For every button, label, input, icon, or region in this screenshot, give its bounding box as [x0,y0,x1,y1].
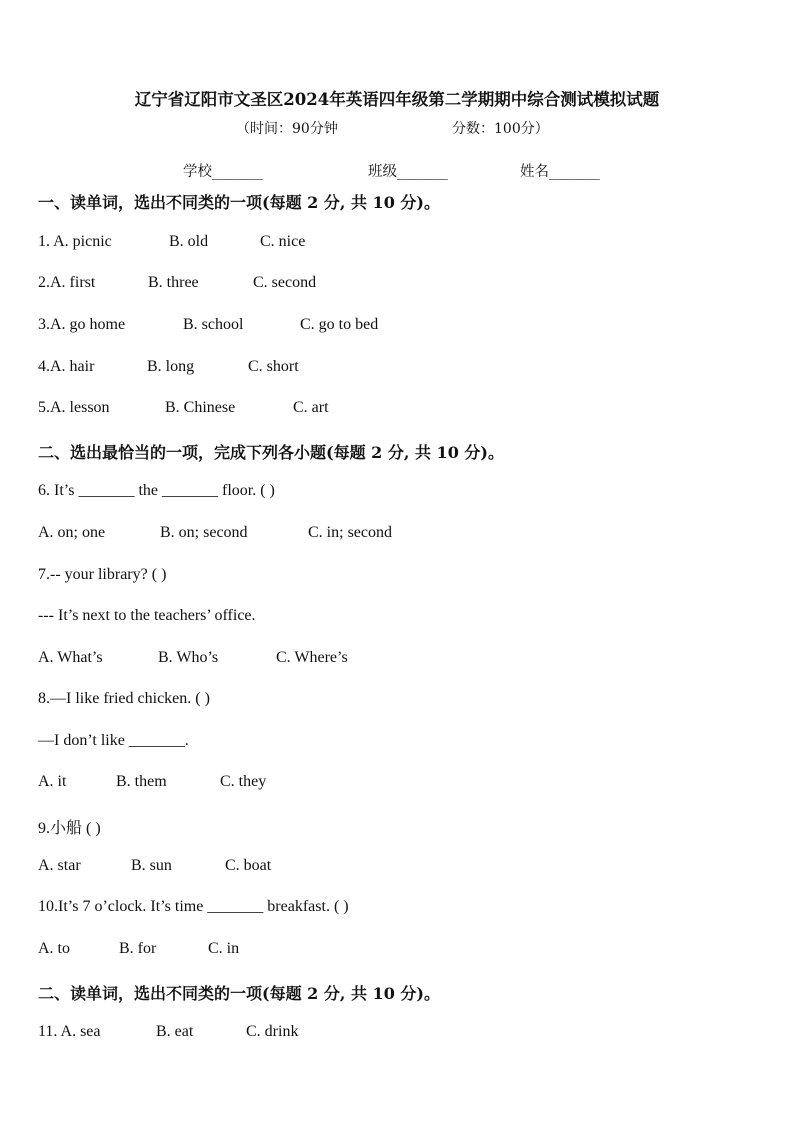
q3-option-a: 3.A. go home [38,316,126,333]
exam-score: 分数：100分） [452,121,549,137]
question-11 [38,1023,299,1041]
q7-option-c: C. Where’s [276,649,348,666]
q8-option-b: B. them [116,773,167,790]
q10-option-b: B. for [119,940,157,957]
question-6-options [38,524,392,542]
question-4 [38,358,299,376]
q10-option-a: A. to [38,940,70,957]
q1-option-c: C. nice [260,233,306,250]
section-1-heading: 一、读单词，选出不同类的一项(每题 2 分, 共 10 分)。 [38,193,440,212]
question-6-stem: 6. It’s _______ the _______ floor. ( ) [38,482,275,499]
section-3-heading: 二、读单词，选出不同类的一项(每题 2 分, 共 10 分)。 [38,984,440,1003]
q2-option-a: 2.A. first [38,274,96,291]
q1-option-a: 1. A. picnic [38,233,112,250]
q6-option-a: A. on; one [38,524,106,541]
q11-option-b: B. eat [156,1023,194,1040]
q4-option-a: 4.A. hair [38,358,95,375]
question-9-options [38,857,272,875]
q7-option-a: A. What’s [38,649,103,666]
question-8-options [38,773,267,791]
q9-option-c: C. boat [225,857,272,874]
question-5 [38,399,329,417]
q2-option-c: C. second [253,274,317,291]
q2-option-b: B. three [148,274,199,291]
class-field: 班级_______ [368,164,448,180]
question-10-stem: 10.It’s 7 o’clock. It’s time _______ breakfast. ( ) [38,898,349,915]
q4-option-c: C. short [248,358,299,375]
question-10-options [38,940,240,958]
question-9-stem: 9.小船 ( ) [38,820,101,837]
question-7-stem: 7.-- your library? ( ) [38,566,167,583]
question-7-options [38,649,348,667]
q5-option-a: 5.A. lesson [38,399,110,416]
q8-option-c: C. they [220,773,267,790]
q1-option-b: B. old [169,233,209,250]
question-2 [38,274,317,292]
question-1 [38,233,306,251]
name-field: 姓名_______ [520,164,600,180]
question-3 [38,316,379,334]
exam-time: （时间：90分钟 [236,121,338,137]
q9-option-a: A. star [38,857,81,874]
q9-option-b: B. sun [131,857,172,874]
question-8-reply: —I don’t like _______. [38,732,189,749]
q6-option-c: C. in; second [308,524,392,541]
q11-option-a: 11. A. sea [38,1023,101,1040]
question-7-reply: --- It’s next to the teachers’ office. [38,607,256,624]
exam-title: 辽宁省辽阳市文圣区2024年英语四年级第二学期期中综合测试模拟试题 [134,90,660,109]
q4-option-b: B. long [147,358,195,375]
q7-option-b: B. Who’s [158,649,219,666]
q3-option-b: B. school [183,316,244,333]
q6-option-b: B. on; second [160,524,248,541]
question-8-stem: 8.—I like fried chicken. ( ) [38,690,210,707]
section-2-heading: 二、选出最恰当的一项，完成下列各小题(每题 2 分, 共 10 分)。 [38,443,504,462]
q3-option-c: C. go to bed [300,316,379,333]
q5-option-c: C. art [293,399,329,416]
school-field: 学校_______ [183,164,263,180]
q5-option-b: B. Chinese [165,399,236,416]
q10-option-c: C. in [208,940,240,957]
q11-option-c: C. drink [246,1023,299,1040]
q8-option-a: A. it [38,773,67,790]
